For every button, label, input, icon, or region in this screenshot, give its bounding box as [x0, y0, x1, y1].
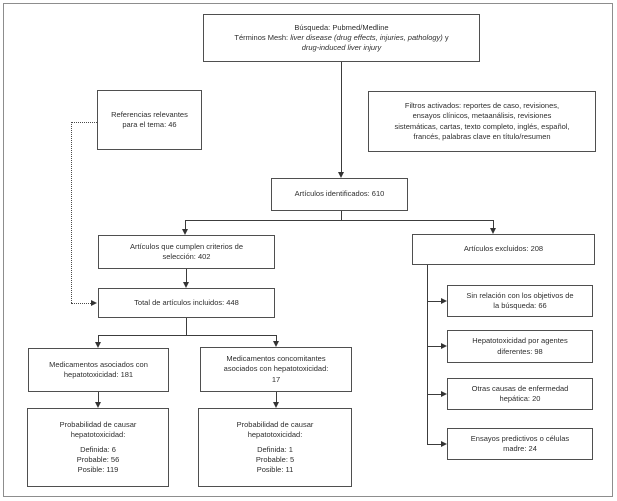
exclusion-box-other-agents [447, 330, 593, 363]
concomitant-drugs-box [200, 347, 352, 392]
dotted-connector-references-bottom [71, 303, 91, 304]
dotted-connector-references-top [71, 122, 97, 123]
probability-drugs-values: Definida: 6 Probable: 56 Posible: 119 [76, 444, 120, 475]
arrowhead-exclusion-3 [441, 391, 447, 397]
connector-total-stem [186, 318, 187, 335]
search-line-2-mesh-terms: liver disease (drug effects, injuries, pathology) [290, 32, 443, 42]
probability-concomitant-values: Definida: 1 Probable: 5 Posible: 11 [255, 444, 295, 475]
total-included-box [98, 288, 275, 318]
arrowhead-exclusion-4 [441, 441, 447, 447]
arrowhead-total [183, 282, 189, 288]
search-line-2-tail: y [442, 32, 449, 42]
excluded-articles-text: Artículos excluidos: 208 [463, 244, 544, 254]
arrowhead-drugs [95, 342, 101, 348]
selection-criteria-text: Artículos que cumplen criterios de selección: 402 [130, 241, 243, 261]
connector-total-split [98, 335, 276, 336]
arrowhead-exclusion-1 [441, 298, 447, 304]
connector-excluded-branch-4 [427, 444, 441, 445]
exclusion-other-agents-text: Hepatotoxicidad por agentes diferentes: 98 [472, 336, 568, 356]
search-line-2 [234, 33, 448, 43]
probability-drugs-header: Probabilidad de causar hepatotoxicidad: [59, 419, 137, 439]
connector-criteria-to-total [186, 269, 187, 282]
arrowhead-excluded [490, 228, 496, 234]
excluded-articles-box [412, 234, 595, 265]
concomitant-drugs-text: Medicamentos concomitantes asociados con hepatotoxicidad: 17 [223, 354, 329, 384]
connector-excluded-branch-1 [427, 301, 441, 302]
search-line-3: drug-induced liver injury [301, 43, 382, 53]
connector-identified-split [185, 220, 493, 221]
probability-concomitant-header: Probabilidad de causar hepatotoxicidad: [236, 419, 314, 439]
search-line-2-plain: Términos Mesh: [234, 32, 291, 42]
connector-split-to-excluded [493, 220, 494, 228]
arrowhead-probability-concomitant [273, 402, 279, 408]
dotted-connector-references-vertical [71, 122, 72, 303]
arrowhead-probability-drugs [95, 402, 101, 408]
drugs-associated-text: Medicamentos asociados con hepatotoxicidad: 181 [49, 359, 148, 379]
identified-articles-text: Artículos identificados: 610 [294, 189, 385, 199]
probability-drugs-box [27, 408, 169, 487]
connector-search-to-identified [341, 62, 342, 172]
connector-excluded-rail [427, 265, 428, 444]
exclusion-box-predictive-assays [447, 428, 593, 460]
identified-articles-box [271, 178, 408, 211]
total-included-text: Total de artículos incluidos: 448 [134, 297, 239, 307]
search-box [203, 14, 480, 62]
exclusion-predictive-assays-text: Ensayos predictivos o células madre: 24 [470, 433, 570, 453]
arrowhead-criteria [182, 229, 188, 235]
arrowhead-references-to-total [91, 300, 97, 306]
connector-concomitant-to-probability [276, 392, 277, 402]
connector-identified-stem [341, 211, 342, 220]
connector-drugs-to-probability [98, 392, 99, 402]
exclusion-other-liver-disease-text: Otras causas de enfermedad hepática: 20 [471, 383, 569, 403]
filters-text: Filtros activados: reportes de caso, revisiones, ensayos clínicos, metaanálisis, revisiones sistemáticas, cartas, texto completo, inglés, español, francés, palabras clave en título/resumen [394, 101, 570, 141]
exclusion-box-other-liver-disease [447, 378, 593, 410]
arrowhead-identified [338, 172, 344, 178]
exclusion-no-relation-text: Sin relación con los objetivos de la búsqueda: 66 [466, 290, 574, 310]
connector-excluded-branch-3 [427, 394, 441, 395]
drugs-associated-box [28, 348, 169, 392]
connector-excluded-branch-2 [427, 346, 441, 347]
arrowhead-concomitant [273, 341, 279, 347]
relevant-references-text: Referencias relevantes para el tema: 46 [111, 109, 188, 129]
relevant-references-box [97, 90, 202, 150]
exclusion-box-no-relation [447, 285, 593, 317]
connector-split-to-drugs [98, 335, 99, 342]
selection-criteria-box [98, 235, 275, 269]
probability-concomitant-box [198, 408, 352, 487]
arrowhead-exclusion-2 [441, 343, 447, 349]
search-line-1: Búsqueda: Pubmed/Medline [294, 22, 389, 32]
filters-box [368, 91, 596, 152]
connector-split-to-criteria [185, 220, 186, 229]
